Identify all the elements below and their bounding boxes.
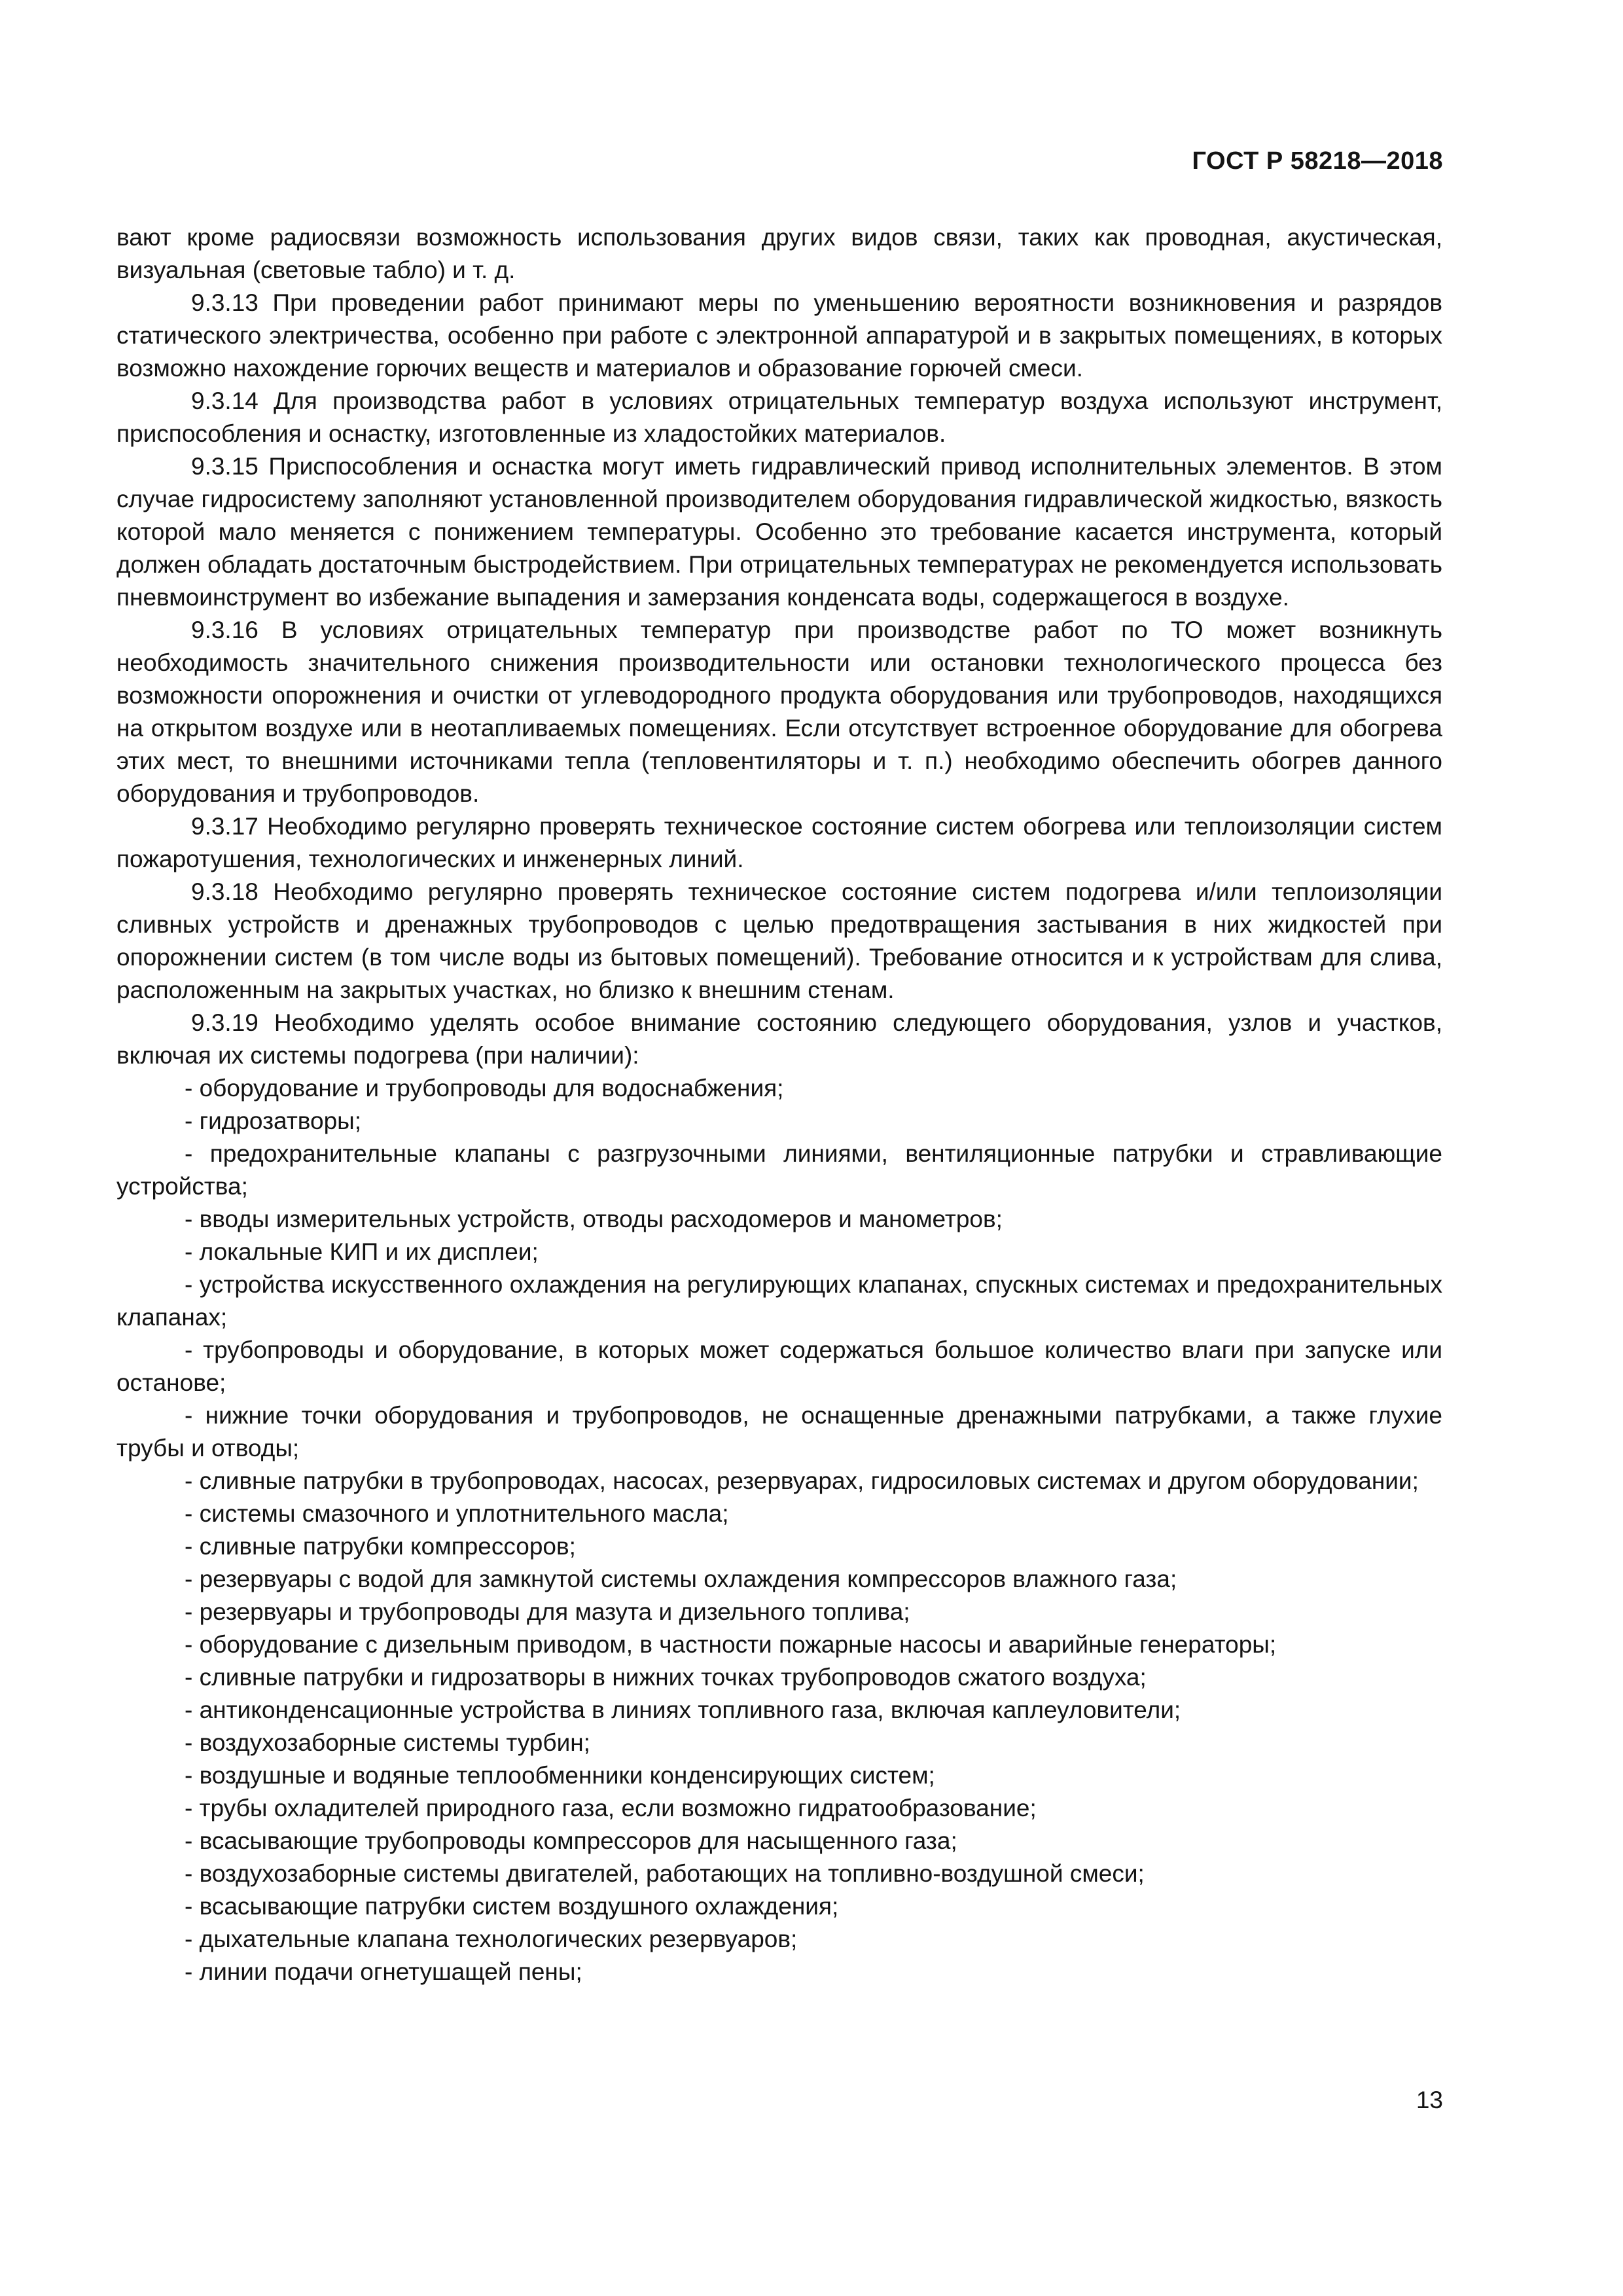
list-item: - нижние точки оборудования и трубопроводов, не оснащенные дренажными патрубками, а также глухие трубы и отводы; xyxy=(116,1402,1442,1462)
list-item: - резервуары и трубопроводы для мазута и дизельного топлива; xyxy=(185,1598,910,1625)
list-item: - оборудование и трубопроводы для водоснабжения; xyxy=(185,1075,784,1102)
list-item: - воздухозаборные системы турбин; xyxy=(185,1729,590,1756)
list-item: - антиконденсационные устройства в линиях топливного газа, включая каплеуловители; xyxy=(185,1696,1181,1723)
list-item: - вводы измерительных устройств, отводы расходомеров и манометров; xyxy=(185,1206,1003,1232)
list-item: - системы смазочного и уплотнительного масла; xyxy=(185,1500,729,1527)
list-item: - резервуары с водой для замкнутой системы охлаждения компрессоров влажного газа; xyxy=(185,1566,1177,1592)
list-item: - дыхательные клапана технологических резервуаров; xyxy=(185,1926,798,1952)
clause-9-3-19: 9.3.19 Необходимо уделять особое внимание состоянию следующего оборудования, узлов и участков, включая их системы подогрева (при наличии): xyxy=(116,1009,1442,1069)
list-item: - сливные патрубки в трубопроводах, насосах, резервуарах, гидросиловых системах и другом оборудовании; xyxy=(185,1467,1419,1494)
list-item: - оборудование с дизельным приводом, в частности пожарные насосы и аварийные генераторы; xyxy=(185,1631,1277,1658)
list-item: - всасывающие патрубки систем воздушного охлаждения; xyxy=(185,1893,839,1920)
list-item: - воздухозаборные системы двигателей, работающих на топливно-воздушной смеси; xyxy=(185,1860,1145,1887)
document-body xyxy=(116,221,1442,1988)
list-item: - всасывающие трубопроводы компрессоров для насыщенного газа; xyxy=(185,1827,957,1854)
list-item: - устройства искусственного охлаждения на регулирующих клапанах, спускных системах и предохранительных клапанах; xyxy=(116,1271,1442,1331)
page-number: 13 xyxy=(1416,2087,1443,2113)
clause-9-3-16: 9.3.16 В условиях отрицательных температур при производстве работ по ТО может возникнуть необходимость значительного снижения производительности или остановки технологического процесса без возможности опорожнения и очистки от углеводородного продукта оборудования или трубопроводов, находящихся на открытом воздухе или в неотапливаемых помещениях. Если отсутствует встроенное оборудование для обогрева этих мест, то внешними источниками тепла (тепловентиляторы и т. п.) необходимо обеспечить обогрев данного оборудования и трубопроводов. xyxy=(116,617,1442,807)
clause-9-3-15: 9.3.15 Приспособления и оснастка могут иметь гидравлический привод исполнительных элементов. В этом случае гидросистему заполняют установленной производителем оборудования гидравлической жидкостью, вязкость которой мало меняется с понижением температуры. Особенно это требование касается инструмента, который должен обладать достаточным быстродействием. При отрицательных температурах не рекомендуется использовать пневмоинструмент во избежание выпадения и замерзания конденсата воды, содержащегося в воздухе. xyxy=(116,453,1442,611)
clause-9-3-14: 9.3.14 Для производства работ в условиях отрицательных температур воздуха используют инструмент, приспособления и оснастку, изготовленные из хладостойких материалов. xyxy=(116,387,1442,447)
list-item: - трубопроводы и оборудование, в которых может содержаться большое количество влаги при запуске или останове; xyxy=(116,1336,1442,1396)
clause-9-3-13: 9.3.13 При проведении работ принимают меры по уменьшению вероятности возникновения и разрядов статического электричества, особенно при работе с электронной аппаратурой и в закрытых помещениях, в которых возможно нахождение горючих веществ и материалов и образование горючей смеси. xyxy=(116,289,1442,382)
list-item: - воздушные и водяные теплообменники конденсирующих систем; xyxy=(185,1762,935,1789)
paragraph-continuation: вают кроме радиосвязи возможность использования других видов связи, таких как проводная, акустическая, визуальная (световые табло) и т. д. xyxy=(116,224,1442,283)
list-item: - трубы охладителей природного газа, если возможно гидратообразование; xyxy=(185,1795,1037,1821)
list-item: - гидрозатворы; xyxy=(185,1107,362,1134)
list-item: - сливные патрубки и гидрозатворы в нижних точках трубопроводов сжатого воздуха; xyxy=(185,1664,1147,1691)
list-item: - сливные патрубки компрессоров; xyxy=(185,1533,576,1560)
clause-9-3-18: 9.3.18 Необходимо регулярно проверять техническое состояние систем подогрева и/или теплоизоляции сливных устройств и дренажных трубопроводов с целью предотвращения застывания в них жидкостей при опорожнении систем (в том числе воды из бытовых помещений). Требование относится и к устройствам для слива, расположенным на закрытых участках, но близко к внешним стенам. xyxy=(116,878,1442,1003)
list-item: - локальные КИП и их дисплеи; xyxy=(185,1238,539,1265)
document-code-header: ГОСТ Р 58218—2018 xyxy=(1192,147,1443,175)
clause-9-3-17: 9.3.17 Необходимо регулярно проверять техническое состояние систем обогрева или теплоизоляции систем пожаротушения, технологических и инженерных линий. xyxy=(116,813,1442,872)
list-item: - предохранительные клапаны с разгрузочными линиями, вентиляционные патрубки и стравливающие устройства; xyxy=(116,1140,1442,1200)
list-item: - линии подачи огнетушащей пены; xyxy=(185,1958,582,1985)
